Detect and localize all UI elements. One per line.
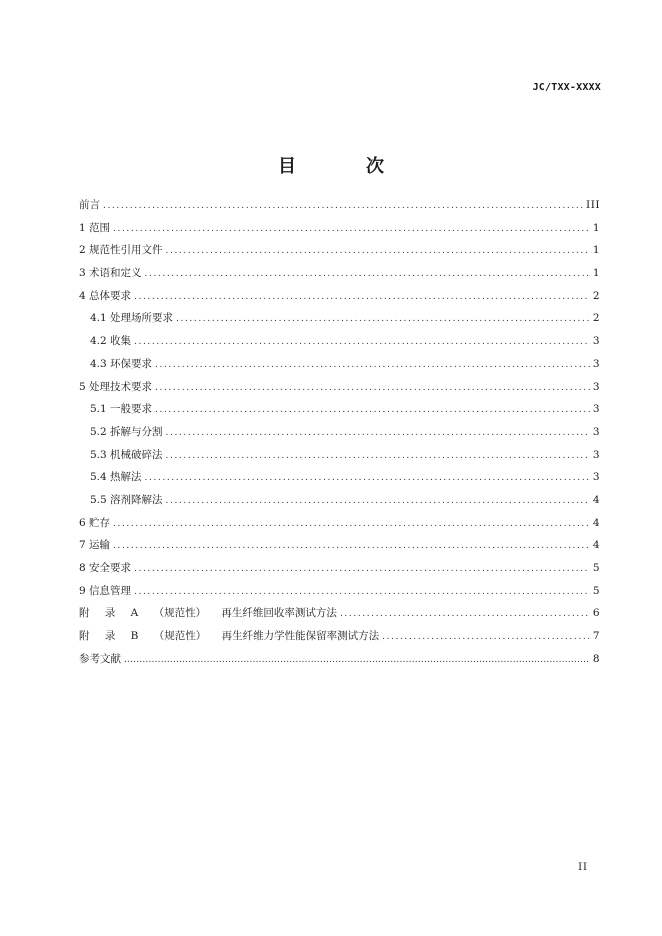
toc-entry-general-requirements[interactable] <box>79 288 600 311</box>
toc-entry-page: 6 <box>592 607 600 620</box>
toc-entry-page: 4 <box>592 493 600 506</box>
toc-dot-leader <box>166 243 590 259</box>
toc-dot-leader <box>155 402 590 418</box>
toc-entry-appendix-a[interactable] <box>79 605 600 628</box>
toc-entry-label: 前言 <box>79 199 100 211</box>
toc-entry-5-2[interactable] <box>79 424 600 447</box>
toc-entry-page: 5 <box>592 562 600 574</box>
toc-dot-leader <box>145 470 590 486</box>
toc-entry-page: 7 <box>592 630 600 643</box>
toc-dot-leader <box>103 198 583 214</box>
toc-dot-leader <box>166 425 590 441</box>
toc-entry-terms-definitions[interactable] <box>79 265 600 288</box>
toc-entry-5-3[interactable] <box>79 447 600 470</box>
page-number: II <box>578 862 588 873</box>
toc-dot-leader <box>155 380 590 396</box>
document-code: JC/TXX-XXXX <box>532 82 601 93</box>
toc-entry-page: 5 <box>592 584 600 597</box>
toc-entry-page: 2 <box>592 289 600 302</box>
toc-entry-page: 3 <box>592 448 600 461</box>
toc-entry-label: 6 贮存 <box>79 516 111 529</box>
toc-entry-label: 5.5 溶剂降解法 <box>90 493 163 506</box>
toc-entry-page: 3 <box>592 403 600 416</box>
toc-entry-page: 4 <box>592 516 600 529</box>
toc-entry-label: 4.2 收集 <box>90 335 132 348</box>
toc-dot-leader <box>113 538 590 554</box>
toc-entry-label: 7 运输 <box>79 539 111 552</box>
toc-entry-page: 1 <box>592 267 600 280</box>
toc-entry-label: 5.3 机械破碎法 <box>90 448 163 461</box>
toc-entry-page: 3 <box>592 357 600 370</box>
toc-entry-4-1[interactable] <box>79 310 600 333</box>
toc-entry-label: 2 规范性引用文件 <box>79 244 163 257</box>
toc-entry-label: 4.1 处理场所要求 <box>90 312 174 325</box>
toc-entry-label: 5.1 一般要求 <box>90 403 153 416</box>
toc-entry-label: 参考文献 <box>79 652 121 665</box>
toc-dot-leader <box>166 493 590 509</box>
toc-entry-transport[interactable] <box>79 537 600 560</box>
toc-dot-leader <box>113 221 590 237</box>
toc-entry-page: 4 <box>592 539 600 552</box>
toc-entry-label: 附 录 A （规范性） 再生纤维回收率测试方法 <box>79 607 337 620</box>
toc-entry-scope[interactable] <box>79 220 600 243</box>
toc-dot-leader <box>382 629 590 645</box>
toc-entry-4-2[interactable] <box>79 333 600 356</box>
toc-entry-label: 5.4 热解法 <box>90 471 142 484</box>
toc-entry-label: 5 处理技术要求 <box>79 380 153 393</box>
toc-dot-leader <box>124 652 590 668</box>
toc-dot-leader <box>134 561 590 577</box>
toc-dot-leader <box>145 266 590 282</box>
toc-entry-page: 2 <box>592 312 600 325</box>
toc-entry-label: 3 术语和定义 <box>79 267 142 280</box>
page-title: 目 次 <box>278 156 410 177</box>
toc-entry-page: 3 <box>592 335 600 348</box>
toc-entry-foreword[interactable] <box>79 197 600 220</box>
toc-entry-page: III <box>586 199 600 211</box>
toc-entry-page: 1 <box>592 244 600 257</box>
toc-entry-page: 3 <box>592 380 600 393</box>
toc-dot-leader <box>166 448 590 464</box>
toc-dot-leader <box>134 584 590 600</box>
toc-entry-page: 8 <box>592 652 600 665</box>
toc-entry-appendix-b[interactable] <box>79 628 600 651</box>
toc-entry-label: 5.2 拆解与分割 <box>90 425 163 438</box>
toc-entry-label: 4 总体要求 <box>79 289 132 302</box>
toc-entry-normative-references[interactable] <box>79 242 600 265</box>
toc-entry-storage[interactable] <box>79 515 600 538</box>
toc-dot-leader <box>340 606 590 622</box>
toc-dot-leader <box>155 357 590 373</box>
toc-entry-page: 1 <box>592 221 600 234</box>
toc-dot-leader <box>176 311 590 327</box>
toc-entry-information-management[interactable] <box>79 583 600 606</box>
toc-entry-4-3[interactable] <box>79 356 600 379</box>
toc-entry-label: 8 安全要求 <box>79 562 132 574</box>
toc-dot-leader <box>113 516 590 532</box>
toc-entry-processing-technology[interactable] <box>79 379 600 402</box>
toc-entry-safety[interactable] <box>79 560 600 583</box>
table-of-contents <box>79 197 600 673</box>
toc-entry-5-5[interactable] <box>79 492 600 515</box>
toc-entry-5-4[interactable] <box>79 469 600 492</box>
toc-entry-label: 9 信息管理 <box>79 584 132 597</box>
toc-dot-leader <box>134 334 590 350</box>
toc-entry-label: 4.3 环保要求 <box>90 357 153 370</box>
toc-entry-bibliography[interactable] <box>79 651 600 674</box>
toc-entry-5-1[interactable] <box>79 401 600 424</box>
toc-entry-page: 3 <box>592 471 600 484</box>
toc-entry-label: 1 范围 <box>79 221 111 234</box>
toc-entry-label: 附 录 B （规范性） 再生纤维力学性能保留率测试方法 <box>79 630 380 643</box>
toc-dot-leader <box>134 289 590 305</box>
toc-entry-page: 3 <box>592 425 600 438</box>
